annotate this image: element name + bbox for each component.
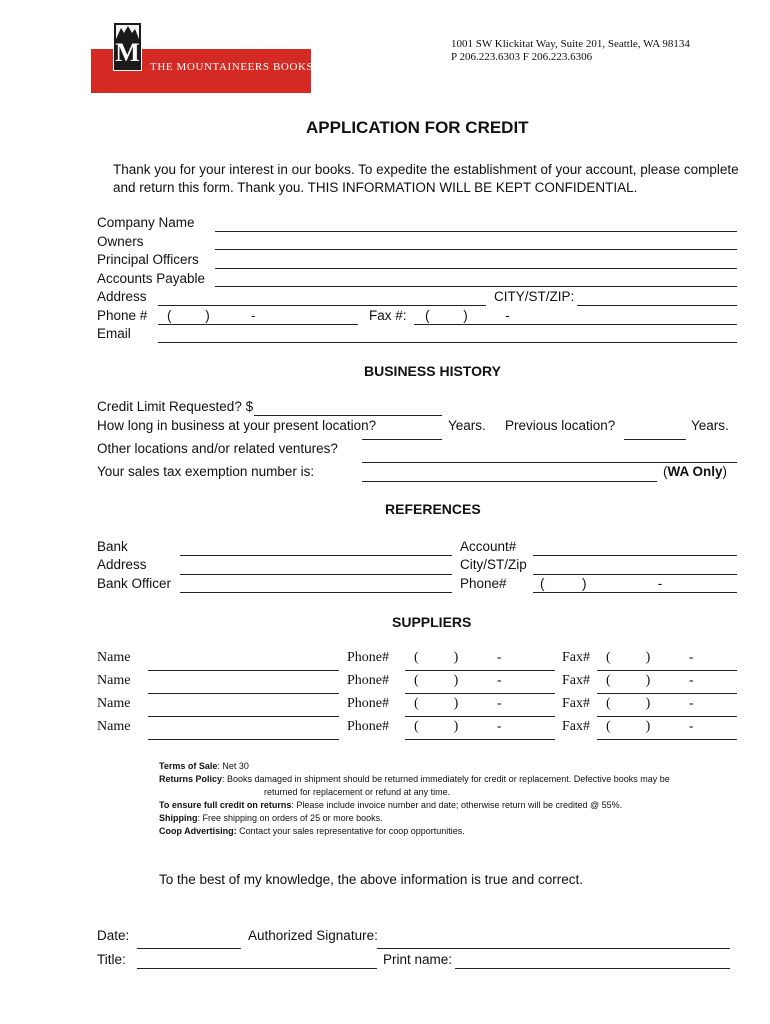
title-label: Title: [97,952,126,967]
supplier-name-label: Name [97,696,131,711]
supplier-fax-label: Fax# [562,696,590,711]
mountaineers-logo-icon [113,22,142,71]
company-name-field[interactable] [215,231,737,232]
city-st-zip-field[interactable] [577,305,737,306]
supplier-fax-format: ( ) - [606,673,694,688]
coop-label: Coop Advertising: [159,826,237,836]
coop-value: Contact your sales representative for coop opportunities. [236,826,465,836]
shipping-label: Shipping [159,813,198,823]
date-field[interactable] [137,948,241,949]
terms-of-sale-value: : Net 30 [217,761,249,771]
previous-location-label: Previous location? [505,418,616,433]
references-heading: REFERENCES [385,501,481,517]
bank-address-label: Address [97,557,147,572]
years-present-field[interactable] [362,439,442,440]
address-label: Address [97,289,147,304]
fax-label: Fax #: [369,308,407,323]
bank-label: Bank [97,539,128,554]
supplier-phone-label: Phone# [347,650,389,665]
suppliers-heading: SUPPLIERS [392,614,472,630]
returns-policy-line-2: returned for replacement or refund at any time. [264,787,451,797]
address-line-2: P 206.223.6303 F 206.223.6306 [451,51,593,63]
company-name-label: Company Name [97,215,195,230]
supplier-phone-field[interactable] [405,739,555,740]
bank-city-st-zip-label: City/ST/Zip [460,557,527,572]
supplier-fax-field[interactable] [597,739,737,740]
bank-city-st-zip-field[interactable] [533,574,737,575]
full-credit-returns [159,800,622,810]
returns-policy-value: : Books damaged in shipment should be returned immediately for credit or replacement. Defective books may be [222,774,670,784]
full-credit-value: : Please include invoice number and date; otherwise return will be credited @ 55%. [291,800,623,810]
logo-letter: M [115,38,140,67]
terms-of-sale [159,761,249,771]
supplier-phone-format: ( ) - [414,650,502,665]
intro-line-1: Thank you for your interest in our books. To expedite the establishment of your account, please complete [113,162,739,177]
supplier-name-field[interactable] [148,739,339,740]
accounts-payable-field[interactable] [215,286,737,287]
bank-phone-label: Phone# [460,576,507,591]
page-title: APPLICATION FOR CREDIT [306,118,529,137]
returns-policy [159,774,670,784]
phone-field[interactable] [158,324,358,325]
address-field[interactable] [158,305,486,306]
certification-statement: To the best of my knowledge, the above information is true and correct. [159,872,583,887]
supplier-phone-label: Phone# [347,719,389,734]
terms-of-sale-label: Terms of Sale [159,761,218,771]
bank-phone-field[interactable] [533,592,737,593]
city-st-zip-label: CITY/ST/ZIP: [494,289,575,304]
accounts-payable-label: Accounts Payable [97,271,206,286]
supplier-fax-field[interactable] [597,693,737,694]
supplier-name-field[interactable] [148,693,339,694]
tax-exemption-label: Your sales tax exemption number is: [97,464,315,479]
bank-phone-format: ( ) - [540,576,663,591]
tax-exemption-field[interactable] [362,481,657,482]
business-history-heading: BUSINESS HISTORY [364,363,501,379]
account-field[interactable] [533,555,737,556]
authorized-signature-label: Authorized Signature: [248,928,378,943]
coop-advertising [159,826,465,836]
fax-format: ( ) - [425,308,510,323]
supplier-phone-format: ( ) - [414,719,502,734]
supplier-phone-field[interactable] [405,693,555,694]
how-long-label: How long in business at your present location? [97,418,377,433]
supplier-phone-field[interactable] [405,716,555,717]
wa-only-text: WA Only [667,464,723,479]
print-name-field[interactable] [455,968,730,969]
supplier-phone-label: Phone# [347,673,389,688]
supplier-fax-label: Fax# [562,673,590,688]
shipping-value: : Free shipping on orders of 25 or more books. [197,813,383,823]
bank-address-field[interactable] [180,574,452,575]
intro-line-2: and return this form. Thank you. THIS INFORMATION WILL BE KEPT CONFIDENTIAL. [113,180,638,195]
supplier-name-label: Name [97,673,131,688]
shipping [159,813,383,823]
logo-text: THE MOUNTAINEERS BOOKS [150,61,314,73]
credit-limit-field[interactable] [254,415,442,416]
supplier-phone-label: Phone# [347,696,389,711]
bank-officer-label: Bank Officer [97,576,172,591]
supplier-phone-format: ( ) - [414,673,502,688]
email-label: Email [97,326,131,341]
years-label-1: Years. [448,418,486,433]
supplier-name-label: Name [97,719,131,734]
supplier-fax-field[interactable] [597,670,737,671]
authorized-signature-field[interactable] [377,948,730,949]
years-previous-field[interactable] [624,439,686,440]
account-label: Account# [460,539,517,554]
supplier-name-label: Name [97,650,131,665]
address-line-1: 1001 SW Klickitat Way, Suite 201, Seattle, WA 98134 [451,38,690,50]
supplier-phone-field[interactable] [405,670,555,671]
credit-limit-label: Credit Limit Requested? $ [97,399,254,414]
returns-policy-label: Returns Policy [159,774,223,784]
bank-field[interactable] [180,555,452,556]
full-credit-label: To ensure full credit on returns [159,800,292,810]
print-name-label: Print name: [383,952,453,967]
bank-officer-field[interactable] [180,592,452,593]
wa-only-open: ( [663,464,668,479]
supplier-fax-format: ( ) - [606,650,694,665]
supplier-fax-field[interactable] [597,716,737,717]
other-locations-label: Other locations and/or related ventures? [97,441,338,456]
supplier-fax-label: Fax# [562,719,590,734]
title-field[interactable] [137,968,377,969]
principal-officers-field[interactable] [215,268,737,269]
supplier-fax-format: ( ) - [606,696,694,711]
supplier-name-field[interactable] [148,716,339,717]
owners-label: Owners [97,234,144,249]
fax-field[interactable] [414,324,737,325]
principal-officers-label: Principal Officers [97,252,199,267]
supplier-phone-format: ( ) - [414,696,502,711]
phone-format: ( ) - [167,308,256,323]
years-label-2: Years. [691,418,729,433]
other-locations-field[interactable] [362,462,737,463]
date-label: Date: [97,928,130,943]
supplier-fax-format: ( ) - [606,719,694,734]
mountain-peaks-icon [116,25,139,39]
phone-label: Phone # [97,308,148,323]
email-field[interactable] [158,342,737,343]
wa-only-close: ) [722,464,728,479]
supplier-name-field[interactable] [148,670,339,671]
owners-field[interactable] [215,249,737,250]
supplier-fax-label: Fax# [562,650,590,665]
wa-only-note [663,464,727,479]
